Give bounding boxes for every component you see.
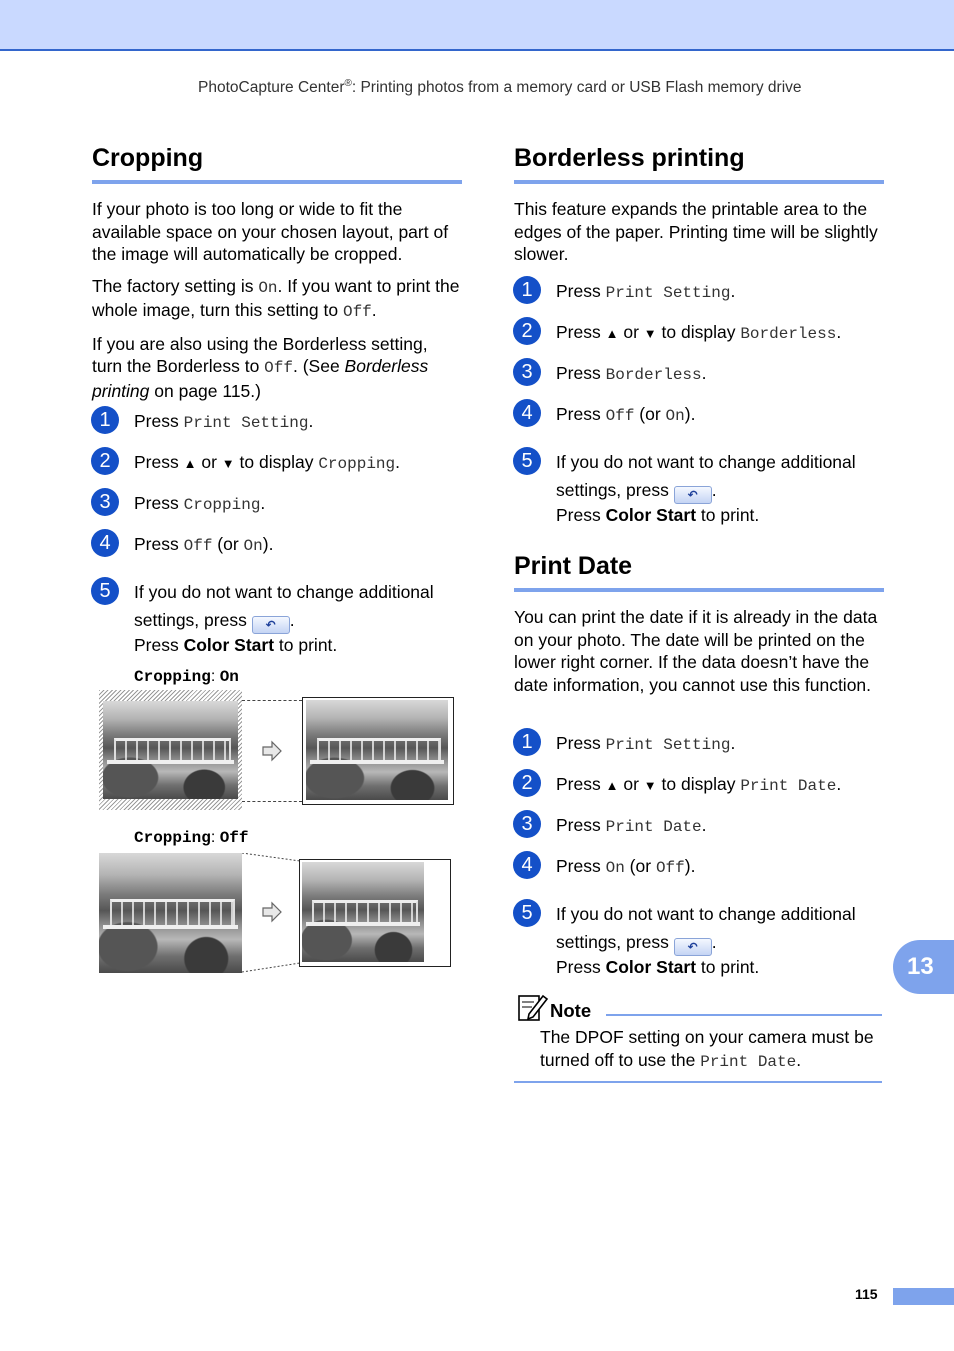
step-number-badge: 3 xyxy=(91,488,119,516)
cropping-paragraph-2: The factory setting is On. If you want to print the whole image, turn this setting to Off. xyxy=(92,275,460,321)
arrow-right-icon xyxy=(260,900,284,924)
down-arrow-icon: ▼ xyxy=(643,326,657,341)
step-number-badge: 5 xyxy=(91,577,119,605)
photo-original-on xyxy=(103,701,238,799)
down-arrow-icon: ▼ xyxy=(221,456,235,471)
step-number-badge: 2 xyxy=(91,447,119,475)
back-key-icon: ↶ xyxy=(674,486,712,504)
caption-cropping-off: Cropping: Off xyxy=(134,829,249,847)
page-number: 115 xyxy=(855,1286,878,1302)
step-number-badge: 2 xyxy=(513,317,541,345)
step-number-badge: 2 xyxy=(513,769,541,797)
print-date-section xyxy=(514,550,884,696)
step-number-badge: 3 xyxy=(513,358,541,386)
cropping-paragraph-3: If you are also using the Borderless setting, turn the Borderless to Off. (See Borderless printing on page 115.) xyxy=(92,333,429,401)
print-date-paragraph: You can print the date if it is already in the data on your photo. The date will be printed on the lower right corner. If the data doesn’t have the date information, you cannot use this function. xyxy=(514,607,878,695)
back-key-icon: ↶ xyxy=(674,938,712,956)
page-number-bar xyxy=(893,1288,954,1305)
pencil-note-icon xyxy=(517,992,549,1022)
step-number-badge: 4 xyxy=(513,851,541,879)
back-key-icon: ↶ xyxy=(252,616,290,634)
step-number-badge: 4 xyxy=(513,399,541,427)
step-number-badge: 4 xyxy=(91,529,119,557)
top-band xyxy=(0,0,954,51)
chapter-tab: 13 xyxy=(893,940,954,994)
cropping-paragraph-1: If your photo is too long or wide to fit the available space on your chosen layout, part of the image will automatically be cropped. xyxy=(92,199,449,264)
note-body: The DPOF setting on your camera must be turned off to use the Print Date. xyxy=(540,1027,874,1071)
photo-printed-on xyxy=(306,700,448,800)
note-title: Note xyxy=(550,1000,592,1021)
cropping-heading: Cropping xyxy=(92,142,462,184)
step-number-badge: 3 xyxy=(513,810,541,838)
down-arrow-icon: ▼ xyxy=(643,778,657,793)
borderless-paragraph: This feature expands the printable area to the edges of the paper. Printing time will be slightly slower. xyxy=(514,199,878,264)
caption-cropping-on: Cropping: On xyxy=(134,668,239,686)
cropping-section xyxy=(92,142,462,402)
step-number-badge: 1 xyxy=(513,728,541,756)
step-number-badge: 1 xyxy=(91,406,119,434)
up-arrow-icon: ▲ xyxy=(605,778,619,793)
step-number-badge: 5 xyxy=(513,899,541,927)
borderless-section xyxy=(514,142,884,266)
arrow-right-icon xyxy=(260,739,284,763)
step-number-badge: 5 xyxy=(513,447,541,475)
up-arrow-icon: ▲ xyxy=(605,326,619,341)
up-arrow-icon: ▲ xyxy=(183,456,197,471)
step-number-badge: 1 xyxy=(513,276,541,304)
photo-original-off xyxy=(99,853,242,973)
photo-printed-off xyxy=(302,862,424,962)
running-header: PhotoCapture Center®: Printing photos from a memory card or USB Flash memory drive xyxy=(198,78,802,97)
print-date-heading: Print Date xyxy=(514,550,884,592)
borderless-heading: Borderless printing xyxy=(514,142,884,184)
